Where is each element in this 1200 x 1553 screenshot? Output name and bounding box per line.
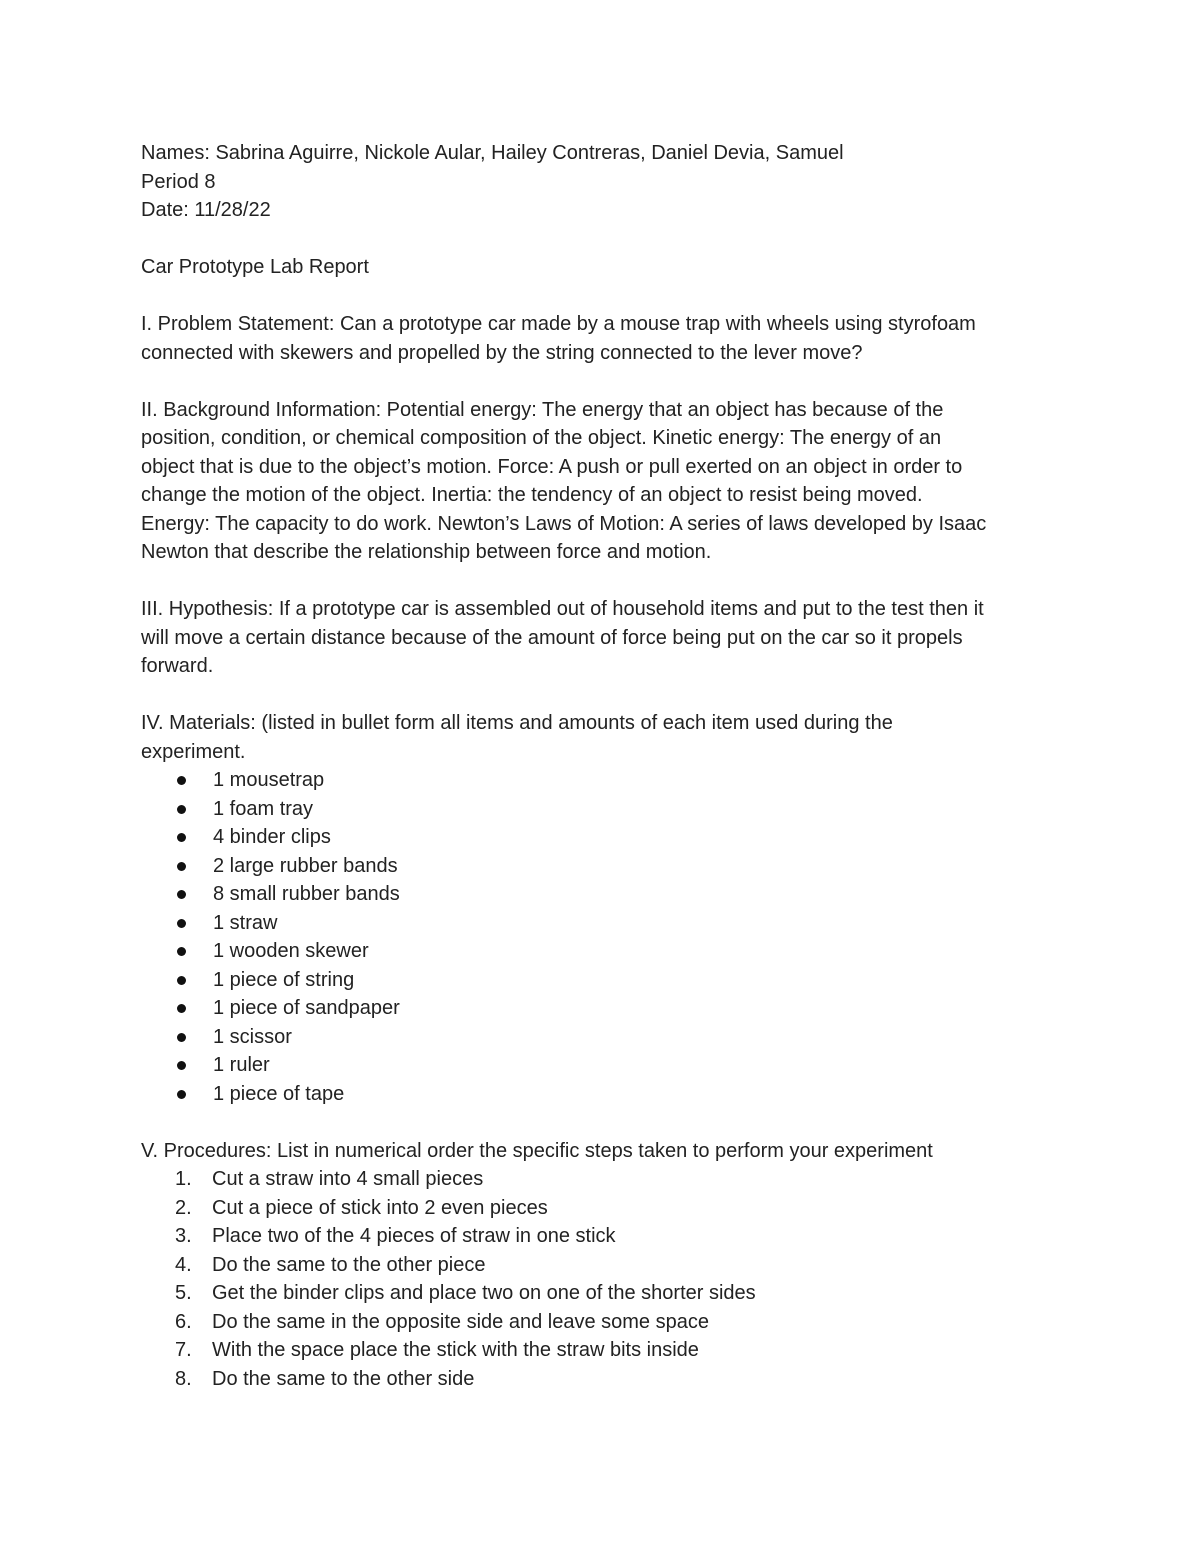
- bullet-icon: [177, 1033, 186, 1042]
- background-line: position, condition, or chemical composition of the object. Kinetic energy: The energy of an: [141, 427, 942, 449]
- list-item: [141, 1251, 1061, 1280]
- list-item: [141, 1279, 1061, 1308]
- list-item: [141, 1222, 1061, 1251]
- hypothesis-line: III. Hypothesis: If a prototype car is assembled out of household items and put to the test then it: [141, 598, 984, 620]
- date-line: Date: 11/28/22: [141, 199, 271, 221]
- material-text: 1 mousetrap: [213, 769, 325, 791]
- report-title: Car Prototype Lab Report: [141, 256, 369, 278]
- problem-statement-section: [141, 310, 1061, 367]
- background-line: object that is due to the object’s motion. Force: A push or pull exerted on an object in order to: [141, 455, 963, 478]
- materials-section: [141, 709, 1061, 1108]
- step-text: Cut a piece of stick into 2 even pieces: [212, 1196, 548, 1219]
- materials-heading-line: IV. Materials: (listed in bullet form all items and amounts of each item used during the: [141, 712, 893, 734]
- list-item: [141, 1194, 1061, 1223]
- bullet-icon: [177, 862, 186, 871]
- list-item: [141, 795, 1061, 824]
- step-number: 1.: [175, 1168, 192, 1190]
- bullet-icon: [177, 833, 186, 842]
- step-number: 5.: [175, 1282, 192, 1304]
- material-text: 1 straw: [213, 911, 278, 934]
- step-text: Do the same in the opposite side and leave some space: [212, 1310, 709, 1333]
- step-text: Do the same to the other piece: [212, 1253, 486, 1276]
- list-item: [141, 909, 1061, 938]
- materials-list: [141, 766, 1061, 1108]
- material-text: 4 binder clips: [213, 826, 331, 848]
- list-item: [141, 937, 1061, 966]
- material-text: 1 scissor: [213, 1025, 292, 1048]
- procedures-list: [141, 1165, 1061, 1393]
- names-line: Names: Sabrina Aguirre, Nickole Aular, Hailey Contreras, Daniel Devia, Samuel: [141, 142, 844, 164]
- list-item: [141, 994, 1061, 1023]
- step-number: 2.: [175, 1196, 192, 1219]
- step-text: Do the same to the other side: [212, 1367, 475, 1390]
- background-line: II. Background Information: Potential energy: The energy that an object has because of the: [141, 398, 944, 421]
- material-text: 1 piece of sandpaper: [213, 997, 400, 1019]
- step-text: Place two of the 4 pieces of straw in one stick: [212, 1225, 616, 1247]
- material-text: 8 small rubber bands: [213, 883, 400, 905]
- list-item: [141, 1165, 1061, 1194]
- list-item: [141, 880, 1061, 909]
- material-text: 1 foam tray: [213, 797, 314, 820]
- material-text: 1 piece of string: [213, 968, 355, 991]
- material-text: 1 piece of tape: [213, 1082, 345, 1105]
- background-line: Energy: The capacity to do work. Newton’s Laws of Motion: A series of laws developed by Isaac: [141, 512, 987, 535]
- spacer: [141, 1108, 1061, 1137]
- hypothesis-section: [141, 595, 1061, 681]
- step-number: 7.: [175, 1339, 192, 1361]
- material-text: 1 ruler: [213, 1054, 270, 1076]
- background-line: change the motion of the object. Inertia: the tendency of an object to resist being moved.: [141, 484, 923, 506]
- hypothesis-line: forward.: [141, 655, 214, 677]
- document-page: [141, 139, 1061, 1393]
- step-number: 3.: [175, 1225, 192, 1247]
- list-item: [141, 766, 1061, 795]
- hypothesis-line: will move a certain distance because of the amount of force being put on the car so it propels: [141, 626, 963, 649]
- step-number: 4.: [175, 1253, 192, 1276]
- step-text: With the space place the stick with the straw bits inside: [212, 1339, 699, 1361]
- material-text: 2 large rubber bands: [213, 854, 398, 877]
- bullet-icon: [177, 890, 186, 899]
- bullet-icon: [177, 1061, 186, 1070]
- spacer: [141, 225, 1061, 254]
- problem-statement-line: I. Problem Statement: Can a prototype car made by a mouse trap with wheels using styrofoam: [141, 313, 976, 335]
- step-number: 8.: [175, 1367, 192, 1390]
- period-line: Period 8: [141, 170, 216, 193]
- background-line: Newton that describe the relationship between force and motion.: [141, 541, 712, 563]
- procedures-heading: V. Procedures: List in numerical order the specific steps taken to perform your experiment: [141, 1139, 933, 1162]
- spacer: [141, 367, 1061, 396]
- list-item: [141, 1336, 1061, 1365]
- list-item: [141, 1308, 1061, 1337]
- list-item: [141, 1365, 1061, 1394]
- step-text: Cut a straw into 4 small pieces: [212, 1168, 484, 1190]
- step-number: 6.: [175, 1310, 192, 1333]
- list-item: [141, 852, 1061, 881]
- bullet-icon: [177, 1004, 186, 1013]
- step-text: Get the binder clips and place two on one of the shorter sides: [212, 1282, 756, 1304]
- spacer: [141, 681, 1061, 710]
- procedures-section: [141, 1137, 1061, 1394]
- list-item: [141, 966, 1061, 995]
- bullet-icon: [177, 805, 186, 814]
- bullet-icon: [177, 1090, 186, 1099]
- problem-statement-line: connected with skewers and propelled by the string connected to the lever move?: [141, 341, 863, 364]
- spacer: [141, 567, 1061, 596]
- spacer: [141, 282, 1061, 311]
- list-item: [141, 1051, 1061, 1080]
- bullet-icon: [177, 776, 186, 785]
- list-item: [141, 823, 1061, 852]
- bullet-icon: [177, 947, 186, 956]
- background-section: [141, 396, 1061, 567]
- bullet-icon: [177, 976, 186, 985]
- bullet-icon: [177, 919, 186, 928]
- materials-heading-line: experiment.: [141, 740, 246, 763]
- list-item: [141, 1080, 1061, 1109]
- list-item: [141, 1023, 1061, 1052]
- material-text: 1 wooden skewer: [213, 940, 369, 962]
